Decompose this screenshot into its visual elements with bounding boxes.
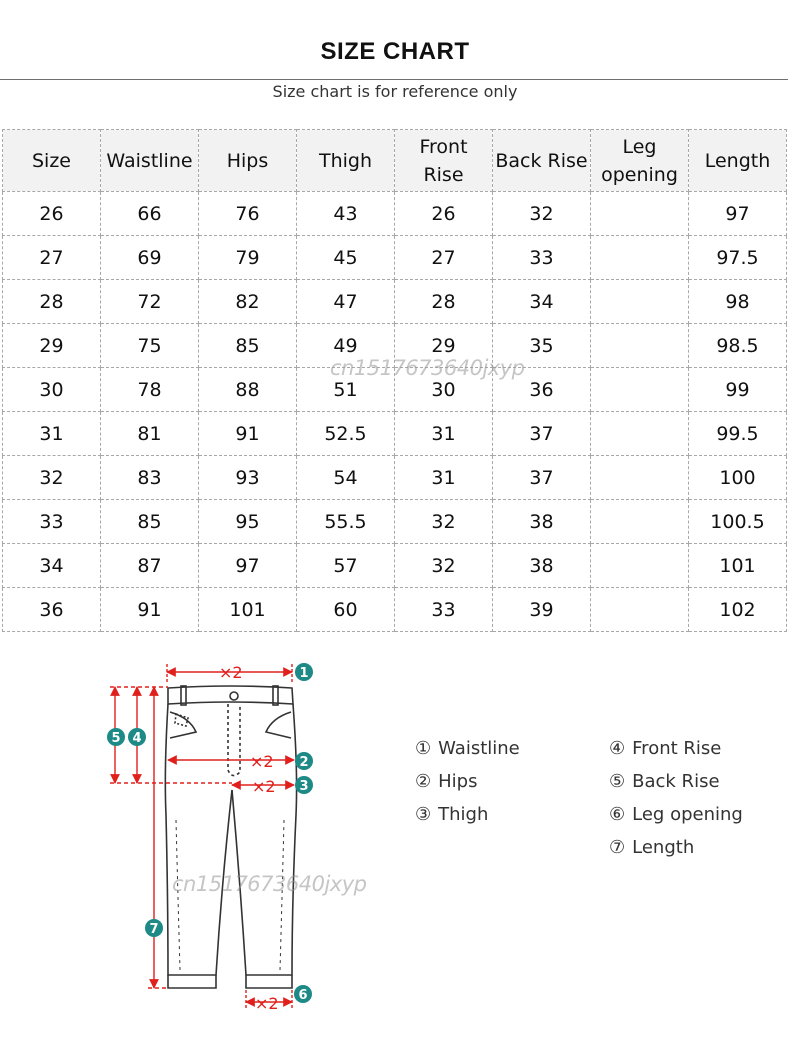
cell-leg-opening [591,544,689,588]
cell-size: 29 [3,324,101,368]
cell-front-rise: 31 [395,456,493,500]
cell-hips: 97 [199,544,297,588]
legend-number: ⑥ [609,804,626,825]
marker-5 [107,728,125,746]
svg-text:2: 2 [299,755,309,770]
measurement-diagram [0,640,790,1058]
measurement-lines [110,664,294,1008]
marker-1 [295,663,313,681]
cell-length: 99.5 [689,412,787,456]
svg-text:3: 3 [299,779,309,794]
cell-back-rise: 39 [493,588,591,632]
times-two-leg-opening: ×2 [255,994,279,1013]
cell-size: 26 [3,192,101,236]
cell-hips: 88 [199,368,297,412]
legend-number: ② [415,771,432,792]
cell-hips: 95 [199,500,297,544]
cell-back-rise: 35 [493,324,591,368]
legend-item-waistline [415,738,520,759]
legend-label: Hips [438,771,478,792]
cell-hips: 101 [199,588,297,632]
cell-waistline: 78 [101,368,199,412]
cell-thigh: 45 [297,236,395,280]
marker-3 [295,776,313,794]
cell-leg-opening [591,192,689,236]
cell-length: 100 [689,456,787,500]
cell-back-rise: 37 [493,412,591,456]
watermark: cn1517673640jxyp [330,356,525,380]
cell-hips: 93 [199,456,297,500]
svg-text:4: 4 [132,731,142,746]
cell-thigh: 57 [297,544,395,588]
table-row [3,588,787,632]
column-header-front-rise: Front Rise [395,130,493,192]
title-divider [0,79,788,80]
page-subtitle: Size chart is for reference only [272,82,518,101]
cell-thigh: 60 [297,588,395,632]
table-header-row [3,130,787,192]
legend-number: ④ [609,738,626,759]
cell-size: 28 [3,280,101,324]
cell-back-rise: 38 [493,544,591,588]
cell-length: 98 [689,280,787,324]
column-header-size: Size [3,130,101,192]
table-row [3,500,787,544]
column-header-length: Length [689,130,787,192]
cell-back-rise: 34 [493,280,591,324]
cell-waistline: 75 [101,324,199,368]
table-row [3,412,787,456]
cell-length: 100.5 [689,500,787,544]
cell-size: 30 [3,368,101,412]
cell-size: 31 [3,412,101,456]
cell-size: 32 [3,456,101,500]
marker-6 [294,985,312,1003]
cell-hips: 82 [199,280,297,324]
legend-item-thigh [415,804,488,825]
cell-leg-opening [591,280,689,324]
cell-waistline: 87 [101,544,199,588]
cell-length: 97 [689,192,787,236]
column-header-waistline: Waistline [101,130,199,192]
cell-leg-opening [591,456,689,500]
size-table [2,129,787,632]
cell-size: 36 [3,588,101,632]
cell-waistline: 83 [101,456,199,500]
legend-number: ⑦ [609,837,626,858]
marker-4 [128,728,146,746]
marker-7 [145,919,163,937]
cell-hips: 91 [199,412,297,456]
cell-hips: 85 [199,324,297,368]
cell-front-rise: 27 [395,236,493,280]
cell-size: 34 [3,544,101,588]
legend-label: Front Rise [632,738,722,759]
cell-length: 101 [689,544,787,588]
legend-label: Waistline [438,738,520,759]
cell-front-rise: 33 [395,588,493,632]
legend-item-length [609,837,694,858]
cell-leg-opening [591,588,689,632]
cell-thigh: 51 [297,368,395,412]
legend-label: Leg opening [632,804,743,825]
column-header-hips: Hips [199,130,297,192]
cell-back-rise: 33 [493,236,591,280]
legend-label: Thigh [438,804,489,825]
cell-waistline: 69 [101,236,199,280]
cell-thigh: 49 [297,324,395,368]
cell-waistline: 91 [101,588,199,632]
svg-text:1: 1 [299,666,309,681]
cell-front-rise: 26 [395,192,493,236]
table-row [3,280,787,324]
jeans-outline [165,686,296,988]
cell-leg-opening [591,368,689,412]
cell-back-rise: 36 [493,368,591,412]
cell-front-rise: 32 [395,500,493,544]
cell-length: 98.5 [689,324,787,368]
cell-front-rise: 32 [395,544,493,588]
cell-length: 99 [689,368,787,412]
cell-front-rise: 31 [395,412,493,456]
cell-thigh: 55.5 [297,500,395,544]
cell-waistline: 72 [101,280,199,324]
cell-hips: 76 [199,192,297,236]
svg-text:7: 7 [149,922,159,937]
table-row [3,544,787,588]
cell-length: 97.5 [689,236,787,280]
legend-number: ③ [415,804,432,825]
column-header-leg-opening: Leg opening [591,130,689,192]
cell-leg-opening [591,324,689,368]
watermark-diagram: cn1517673640jxyp [172,872,367,896]
cell-leg-opening [591,236,689,280]
cell-size: 27 [3,236,101,280]
column-header-thigh: Thigh [297,130,395,192]
table-row [3,456,787,500]
cell-waistline: 81 [101,412,199,456]
table-row [3,368,787,412]
cell-front-rise: 28 [395,280,493,324]
cell-front-rise: 30 [395,368,493,412]
cell-thigh: 47 [297,280,395,324]
times-two-hips: ×2 [250,752,274,771]
cell-thigh: 43 [297,192,395,236]
cell-waistline: 85 [101,500,199,544]
legend-number: ① [415,738,432,759]
cell-thigh: 52.5 [297,412,395,456]
legend-item-leg-opening [609,804,743,825]
legend-label: Length [632,837,695,858]
cell-hips: 79 [199,236,297,280]
cell-length: 102 [689,588,787,632]
cell-front-rise: 29 [395,324,493,368]
cell-back-rise: 32 [493,192,591,236]
legend-number: ⑤ [609,771,626,792]
svg-text:6: 6 [298,988,308,1003]
column-header-back-rise: Back Rise [493,130,591,192]
marker-2 [295,752,313,770]
times-two-waistline: ×2 [219,663,243,682]
legend-item-front-rise [609,738,721,759]
cell-size: 33 [3,500,101,544]
legend-item-hips [415,771,477,792]
cell-waistline: 66 [101,192,199,236]
page-title: SIZE CHART [320,38,470,65]
cell-leg-opening [591,412,689,456]
cell-thigh: 54 [297,456,395,500]
svg-text:5: 5 [111,731,121,746]
cell-back-rise: 38 [493,500,591,544]
times-two-thigh: ×2 [252,777,276,796]
table-row [3,324,787,368]
cell-leg-opening [591,500,689,544]
legend-label: Back Rise [632,771,720,792]
table-row [3,192,787,236]
cell-back-rise: 37 [493,456,591,500]
legend-item-back-rise [609,771,720,792]
table-row [3,236,787,280]
